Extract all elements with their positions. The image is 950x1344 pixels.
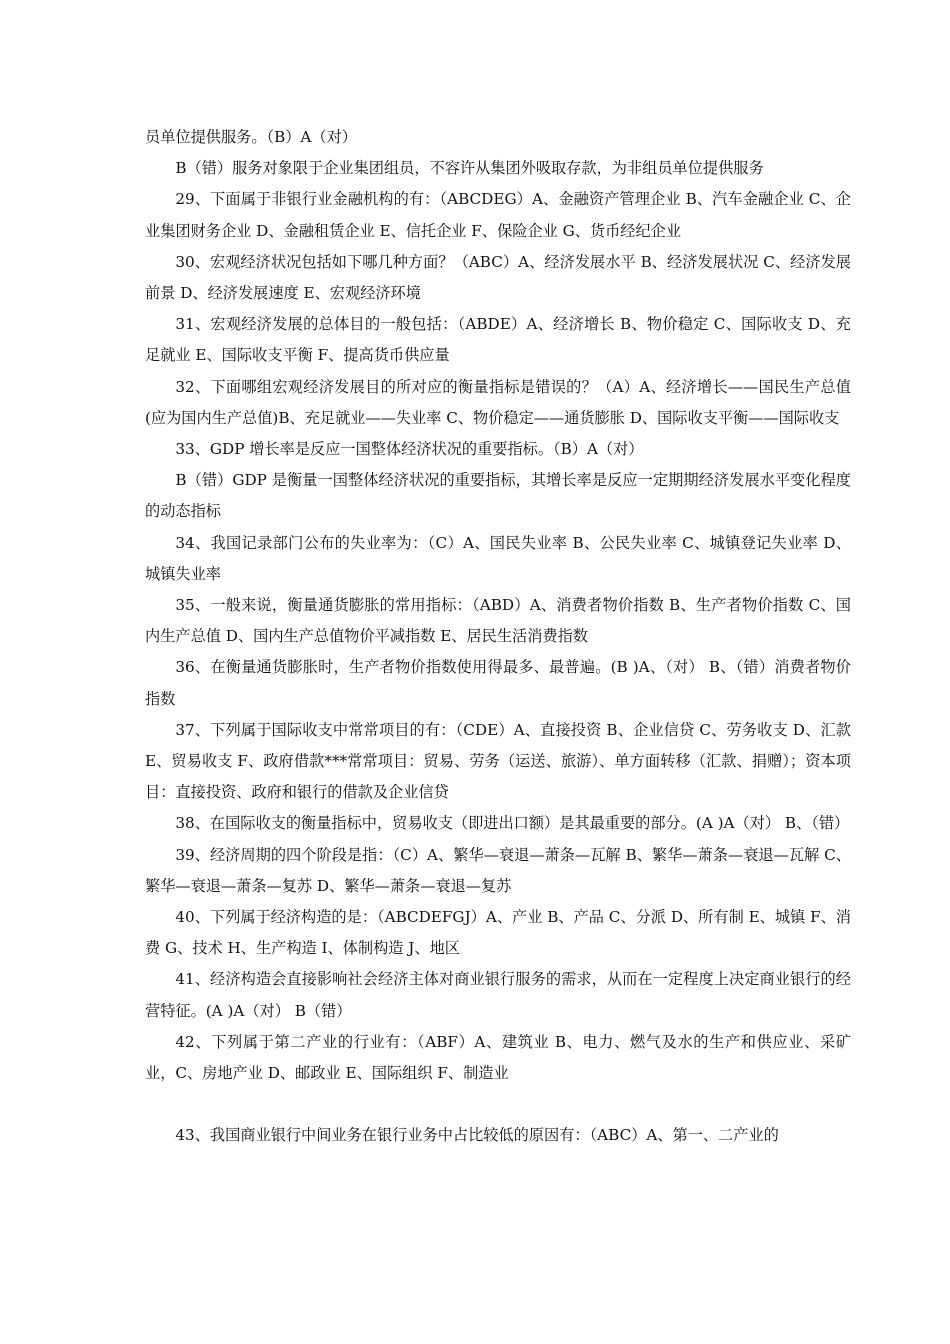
question-37: 37、下列属于国际收支中常常项目的有：（CDE）A、直接投资 B、企业信贷 C、劳务收支 D、汇款 E、贸易收支 F、政府借款***常常项目：贸易、劳务（运送、旅游）、单方面转移（汇款、捐赠）；资本项目：直接投资、政府和银行的借款及企业信贷 (145, 720, 851, 802)
question-43: 43、我国商业银行中间业务在银行业务中占比较低的原因有：（ABC）A、第一、二产业的 (175, 1126, 779, 1145)
question-36: 36、在衡量通货膨胀时，生产者物价指数使用得最多、最普遍。(B )A、（对） B、（错）消费者物价指数 (145, 658, 851, 708)
question-34: 34、我国记录部门公布的失业率为：（C）A、国民失业率 B、公民失业率 C、城镇登记失业率 D、城镇失业率 (145, 533, 851, 583)
question-38: 38、在国际收支的衡量指标中，贸易收支（即进出口额）是其最重要的部分。(A )A（对） B、（错） (175, 814, 850, 833)
question-30: 30、宏观经济状况包括如下哪几种方面？（ABC）A、经济发展水平 B、经济发展状况 C、经济发展前景 D、经济发展速度 E、宏观经济环境 (145, 252, 851, 303)
question-29: 29、下面属于非银行业金融机构的有：（ABCDEG）A、金融资产管理企业 B、汽车金融企业 C、企业集团财务企业 D、金融租赁企业 E、信托企业 F、保险企业 G、货币经纪企业 (145, 190, 851, 240)
question-39: 39、经济周期的四个阶段是指：（C）A、繁华—衰退—萧条—瓦解 B、繁华—萧条—衰退—瓦解 C、繁华—衰退—萧条—复苏 D、繁华—萧条—衰退—复苏 (145, 845, 851, 895)
question-41: 41、经济构造会直接影响社会经济主体对商业银行服务的需求，从而在一定程度上决定商业银行的经营特征。(A )A（对） B（错） (145, 970, 851, 1020)
question-32: 32、下面哪组宏观经济发展目的所对应的衡量指标是错误的？（A）A、经济增长——国民生产总值(应为国内生产总值)B、充足就业——失业率 C、物价稳定——通货膨胀 D、国际收支平衡——国际收支 (145, 377, 851, 427)
question-31: 31、宏观经济发展的总体目的一般包括：（ABDE）A、经济增长 B、物价稳定 C、国际收支 D、充足就业 E、国际收支平衡 F、提高货币供应量 (145, 315, 851, 365)
question-42: 42、下列属于第二产业的行业有：（ABF）A、建筑业 B、电力、燃气及水的生产和供应业、采矿业，C、房地产业 D、邮政业 E、国际组织 F、制造业 (145, 1032, 851, 1083)
document-body (145, 122, 851, 1152)
paragraph: 员单位提供服务。（B）A（对） (145, 128, 357, 146)
paragraph: B（错）服务对象限于企业集团组员，不容许从集团外吸取存款，为非组员单位提供服务 (175, 159, 764, 178)
paragraph: B（错）GDP 是衡量一国整体经济状况的重要指标，其增长率是反应一定期期经济发展水平变化程度的动态指标 (145, 471, 851, 521)
question-33: 33、GDP 增长率是反应一国整体经济状况的重要指标。（B）A（对） (175, 440, 644, 459)
question-40: 40、下列属于经济构造的是：（ABCDEFGJ）A、产业 B、产品 C、分派 D、所有制 E、城镇 F、消费 G、技术 H、生产构造 I、体制构造 J、地区 (145, 908, 851, 958)
question-35: 35、一般来说，衡量通货膨胀的常用指标：（ABD）A、消费者物价指数 B、生产者物价指数 C、国内生产总值 D、国内生产总值物价平减指数 E、居民生活消费指数 (145, 596, 851, 646)
